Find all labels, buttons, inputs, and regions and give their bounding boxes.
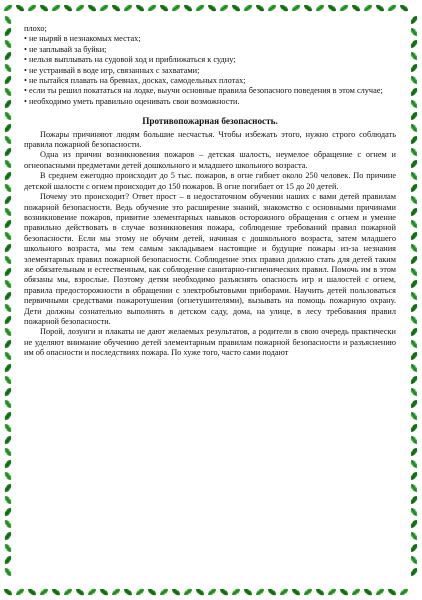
leaf-ornament [409, 147, 419, 158]
leaf-ornament [409, 15, 419, 26]
leaf-ornament [207, 587, 218, 597]
leaf-ornament [3, 387, 13, 398]
leaf-ornament [219, 587, 230, 597]
leaf-ornament [409, 123, 419, 134]
rule-item: • необходимо уметь правильно оценивать свои возможности. [24, 96, 240, 106]
leaf-ornament [409, 87, 419, 98]
leaf-ornament [409, 399, 419, 410]
leaf-ornament [75, 3, 86, 13]
leaf-ornament [409, 567, 419, 578]
leaf-ornament [51, 587, 62, 597]
leaf-ornament [409, 63, 419, 74]
leaf-ornament [99, 3, 110, 13]
leaf-ornament [279, 3, 290, 13]
leaf-ornament [3, 435, 13, 446]
leaf-ornament [243, 3, 254, 13]
leaf-ornament [3, 111, 13, 122]
leaf-ornament [409, 447, 419, 458]
leaf-ornament [255, 587, 266, 597]
leaf-ornament [3, 315, 13, 326]
leaf-ornament [409, 531, 419, 542]
leaf-ornament [159, 3, 170, 13]
leaf-ornament [3, 63, 13, 74]
leaf-ornament [409, 51, 419, 62]
leaf-ornament [3, 363, 13, 374]
leaf-ornament [409, 99, 419, 110]
leaf-ornament [339, 3, 350, 13]
leaf-ornament [409, 411, 419, 422]
leaf-ornament [409, 507, 419, 518]
leaf-ornament [409, 231, 419, 242]
leaf-ornament [3, 231, 13, 242]
leaf-ornament [399, 587, 410, 597]
leaf-ornament [327, 587, 338, 597]
leaf-ornament [3, 483, 13, 494]
leaf-ornament [3, 159, 13, 170]
leaf-ornament [409, 483, 419, 494]
paragraph: Пожары причиняют людям большие несчастья. Чтобы избежать этого, нужно строго соблюдать правила пожарной безопасности. [24, 129, 396, 150]
leaf-ornament [27, 587, 38, 597]
leaf-ornament [3, 459, 13, 470]
leaf-ornament [409, 255, 419, 266]
leaf-ornament [303, 587, 314, 597]
leaf-ornament [147, 587, 158, 597]
leaf-ornament [409, 183, 419, 194]
leaf-ornament [3, 399, 13, 410]
leaf-ornament [409, 555, 419, 566]
section-title: Противопожарная безопасность. [142, 116, 278, 127]
document-page [24, 24, 396, 576]
leaf-ornament [399, 3, 410, 13]
leaf-ornament [339, 587, 350, 597]
leaf-ornament [195, 3, 206, 13]
rule-item: • не ныряй в незнакомых местах; [24, 34, 141, 44]
leaf-ornament [409, 207, 419, 218]
leaf-ornament [3, 147, 13, 158]
leaf-ornament [171, 3, 182, 13]
leaf-ornament [75, 587, 86, 597]
leaf-ornament [409, 75, 419, 86]
leaf-ornament [183, 587, 194, 597]
leaf-ornament [123, 3, 134, 13]
intro-fragment: плохо; [24, 24, 47, 33]
leaf-ornament [267, 587, 278, 597]
leaf-ornament [3, 51, 13, 62]
leaf-ornament [409, 543, 419, 554]
rule-item: • не устраивай в воде игр, связанных с захватами; [24, 65, 200, 75]
leaf-ornament [3, 587, 14, 597]
leaf-ornament [51, 3, 62, 13]
leaf-ornament [375, 587, 386, 597]
leaf-ornament [3, 327, 13, 338]
leaf-ornament [409, 339, 419, 350]
leaf-ornament [135, 3, 146, 13]
paragraph: В среднем ежегодно происходит до 5 тыс. пожаров, в огне гибнет около 250 человек. По причине детской шалости с огнем происходит до 150 пожаров. В огне погибает от 15 до 20 детей. [24, 171, 396, 191]
leaf-ornament [327, 3, 338, 13]
leaf-ornament [63, 587, 74, 597]
leaf-ornament [123, 587, 134, 597]
leaf-ornament [303, 3, 314, 13]
leaf-ornament [3, 99, 13, 110]
leaf-ornament [111, 3, 122, 13]
leaf-ornament [409, 219, 419, 230]
leaf-ornament [3, 123, 13, 134]
leaf-ornament [219, 3, 230, 13]
leaf-ornament [291, 587, 302, 597]
leaf-ornament [351, 3, 362, 13]
leaf-ornament [409, 327, 419, 338]
rule-item: • нельзя выплывать на судовой ход и приближаться к судну; [24, 55, 236, 65]
leaf-ornament [409, 315, 419, 326]
leaf-ornament [3, 255, 13, 266]
leaf-ornament [409, 195, 419, 206]
leaf-ornament [3, 15, 13, 26]
leaf-ornament [409, 39, 419, 50]
leaf-ornament [267, 3, 278, 13]
leaf-ornament [39, 3, 50, 13]
leaf-ornament [363, 3, 374, 13]
leaf-ornament [3, 519, 13, 530]
leaf-ornament [3, 351, 13, 362]
leaf-ornament [3, 195, 13, 206]
leaf-ornament [87, 3, 98, 13]
leaf-ornament [3, 567, 13, 578]
leaf-ornament [3, 207, 13, 218]
leaf-ornament [409, 387, 419, 398]
leaf-ornament [3, 3, 14, 13]
leaf-ornament [279, 587, 290, 597]
leaf-ornament [387, 3, 398, 13]
leaf-ornament [3, 87, 13, 98]
leaf-ornament [3, 135, 13, 146]
leaf-ornament [351, 587, 362, 597]
leaf-ornament [171, 587, 182, 597]
leaf-ornament [409, 495, 419, 506]
leaf-ornament [111, 587, 122, 597]
leaf-ornament [3, 183, 13, 194]
leaf-ornament [409, 351, 419, 362]
leaf-ornament [3, 375, 13, 386]
leaf-ornament [3, 303, 13, 314]
leaf-ornament [387, 587, 398, 597]
leaf-ornament [409, 459, 419, 470]
leaf-ornament [87, 587, 98, 597]
leaf-ornament [409, 159, 419, 170]
leaf-ornament [363, 587, 374, 597]
leaf-ornament [39, 587, 50, 597]
leaf-ornament [409, 363, 419, 374]
leaf-ornament [3, 171, 13, 182]
leaf-ornament [3, 219, 13, 230]
leaf-ornament [3, 267, 13, 278]
leaf-ornament [15, 3, 26, 13]
leaf-ornament [3, 495, 13, 506]
leaf-ornament [3, 27, 13, 38]
leaf-ornament [409, 279, 419, 290]
leaf-ornament [3, 291, 13, 302]
leaf-ornament [63, 3, 74, 13]
leaf-ornament [3, 339, 13, 350]
rule-item: • не пытайся плавать на бревнах, досках, самодельных плотах; [24, 76, 246, 86]
leaf-ornament [291, 3, 302, 13]
leaf-ornament [159, 587, 170, 597]
leaf-ornament [3, 279, 13, 290]
leaf-ornament [3, 507, 13, 518]
leaf-ornament [3, 543, 13, 554]
safety-rules-list [24, 34, 396, 107]
leaf-ornament [3, 39, 13, 50]
leaf-ornament [207, 3, 218, 13]
leaf-ornament [409, 243, 419, 254]
paragraph: Почему это происходит? Ответ прост – в недостаточном обучении наших с вами детей правилам пожарной безопасности. Ведь обучение это расширение знаний, знакомство с основными причинами возникновение пожаров, привитие элементарных навыков осторожного обращения с огнем и умение правильно действовать в случае возникновения пожара, соблюдение требований правил пожарной безопасности. Если мы этому не обучим детей, начиная с дошкольного возраста, затем младшего школьного возраста, мы тем самым закладываем настоящие и будущие пожары из-за незнания элементарных правил пожарной безопасности. Соблюдение этих правил должно стать для детей таким же обязательным и естественным, как соблюдение санитарно-гигиенических правил. Помочь им в этом обязаны мы, взрослые. Поэтому детям необходимо разъяснять опасность игр и шалостей с огнем, правила предосторожности в обращении с электробытовыми приборами. Научить детей пользоваться первичными средствами пожаротушения (огнетушителями), вызывать на помощь пожарную охрану. Дети должны сознательно выполнять в детском саду, дома, на улице, в лесу требования правил пожарной безопасности. [24, 192, 396, 326]
leaf-ornament [3, 531, 13, 542]
leaf-ornament [3, 243, 13, 254]
leaf-ornament [3, 423, 13, 434]
leaf-ornament [409, 27, 419, 38]
leaf-ornament [255, 3, 266, 13]
rule-item: • не заплывай за буйки; [24, 44, 107, 54]
leaf-ornament [409, 135, 419, 146]
leaf-ornament [195, 587, 206, 597]
leaf-ornament [409, 303, 419, 314]
leaf-ornament [315, 587, 326, 597]
rule-item: • если ты решил покататься на лодке, выучи основные правила безопасного поведения в этом случае; [24, 86, 383, 96]
leaf-ornament [409, 111, 419, 122]
paragraph: Порой, лозунги и плакаты не дают желаемых результатов, а родители в свою очередь практически не уделяют внимание обучению детей элементарным правилам пожарной безопасности и разъяснению им об опасности и последствиях пожара. По хуже того, часто сами подают [24, 327, 396, 358]
leaf-ornament [409, 435, 419, 446]
leaf-ornament [315, 3, 326, 13]
leaf-ornament [409, 267, 419, 278]
leaf-ornament [409, 519, 419, 530]
leaf-ornament [409, 291, 419, 302]
leaf-ornament [409, 375, 419, 386]
leaf-ornament [183, 3, 194, 13]
leaf-ornament [135, 587, 146, 597]
leaf-ornament [3, 471, 13, 482]
leaf-ornament [147, 3, 158, 13]
leaf-ornament [243, 587, 254, 597]
paragraph: Одна из причин возникновения пожаров – детская шалость, неумелое обращение с огнем и огнеопасными предметами детей дошкольного и младшего школьного возраста. [24, 150, 396, 170]
leaf-ornament [409, 171, 419, 182]
leaf-ornament [409, 423, 419, 434]
leaf-ornament [27, 3, 38, 13]
leaf-ornament [3, 555, 13, 566]
leaf-ornament [3, 75, 13, 86]
leaf-ornament [99, 587, 110, 597]
leaf-ornament [231, 3, 242, 13]
leaf-ornament [3, 411, 13, 422]
leaf-ornament [3, 447, 13, 458]
leaf-ornament [15, 587, 26, 597]
leaf-ornament [375, 3, 386, 13]
leaf-ornament [231, 587, 242, 597]
leaf-ornament [409, 471, 419, 482]
